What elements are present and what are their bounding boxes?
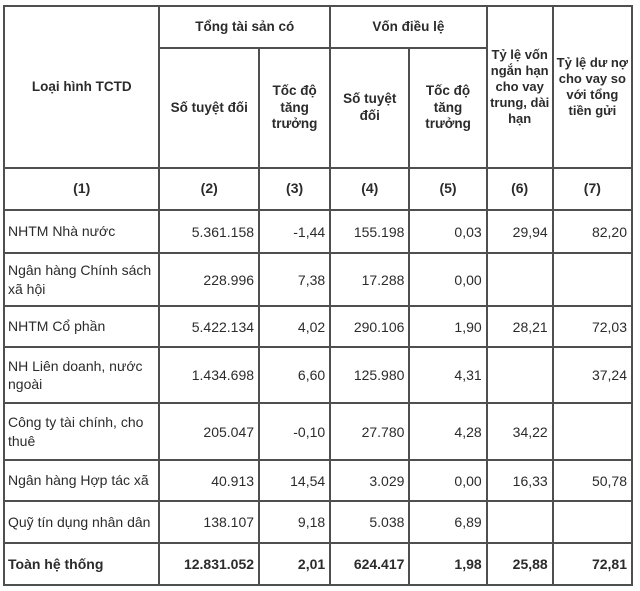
cell-value: 155.198 (330, 210, 409, 253)
column-number-row (4, 168, 632, 210)
table-row-ngan-hang-chinh-sach (4, 253, 632, 306)
table-row-cong-ty-tai-chinh (4, 403, 632, 460)
table-row-toan-he-thong (4, 543, 632, 585)
header-ty-le-von-ngan-han: Tỷ lệ vốn ngắn hạn cho vay trung, dài hạn (487, 6, 553, 168)
subheader-toc-do-tang-truong-assets: Tốc độ tăng trưởng (259, 48, 330, 168)
cell-value: 5.038 (330, 501, 409, 543)
cell-value: 290.106 (330, 306, 409, 347)
row-label: NH Liên doanh, nước ngoài (4, 347, 159, 403)
cell-value: 6,89 (409, 501, 486, 543)
group-header-row (4, 6, 632, 48)
cell-value (553, 253, 632, 306)
cell-value: 40.913 (159, 460, 259, 501)
cell-value: 27.780 (330, 403, 409, 460)
column-number-7: (7) (553, 168, 632, 210)
cell-value: -0,10 (259, 403, 330, 460)
column-number-3: (3) (259, 168, 330, 210)
cell-value: 2,01 (259, 543, 330, 585)
corner-header-loai-hinh-tctd: Loại hình TCTD (4, 6, 159, 168)
cell-value (553, 501, 632, 543)
cell-value: 5.361.158 (159, 210, 259, 253)
cell-value: 5.422.134 (159, 306, 259, 347)
cell-value (553, 403, 632, 460)
row-label: NHTM Cổ phần (4, 306, 159, 347)
column-number-6: (6) (487, 168, 553, 210)
cell-value: 0,00 (409, 253, 486, 306)
header-ty-le-du-no: Tỷ lệ dư nợ cho vay so với tổng tiền gửi (553, 6, 632, 168)
subheader-so-tuyet-doi-capital: Số tuyệt đối (330, 48, 409, 168)
cell-value: -1,44 (259, 210, 330, 253)
cell-value: 1.434.698 (159, 347, 259, 403)
cell-value: 3.029 (330, 460, 409, 501)
cell-value: 138.107 (159, 501, 259, 543)
cell-value: 228.996 (159, 253, 259, 306)
table-row-nhtm-co-phan (4, 306, 632, 347)
column-number-1: (1) (4, 168, 159, 210)
row-label: NHTM Nhà nước (4, 210, 159, 253)
row-label: Quỹ tín dụng nhân dân (4, 501, 159, 543)
cell-value: 6,60 (259, 347, 330, 403)
row-label: Ngân hàng Chính sách xã hội (4, 253, 159, 306)
cell-value: 50,78 (553, 460, 632, 501)
column-number-2: (2) (159, 168, 259, 210)
cell-value: 25,88 (487, 543, 553, 585)
cell-value: 82,20 (553, 210, 632, 253)
cell-value: 205.047 (159, 403, 259, 460)
cell-value: 37,24 (553, 347, 632, 403)
column-number-5: (5) (409, 168, 486, 210)
column-number-4: (4) (330, 168, 409, 210)
cell-value: 7,38 (259, 253, 330, 306)
cell-value: 29,94 (487, 210, 553, 253)
table-row-nhtm-nha-nuoc (4, 210, 632, 253)
table-row-nh-lien-doanh (4, 347, 632, 403)
cell-value: 125.980 (330, 347, 409, 403)
cell-value: 9,18 (259, 501, 330, 543)
cell-value: 34,22 (487, 403, 553, 460)
cell-value: 0,00 (409, 460, 486, 501)
cell-value: 4,31 (409, 347, 486, 403)
cell-value: 72,03 (553, 306, 632, 347)
cell-value: 12.831.052 (159, 543, 259, 585)
cell-value: 624.417 (330, 543, 409, 585)
table-row-ngan-hang-hop-tac-xa (4, 460, 632, 501)
row-label: Công ty tài chính, cho thuê (4, 403, 159, 460)
row-label: Toàn hệ thống (4, 543, 159, 585)
table-row-quy-tin-dung (4, 501, 632, 543)
cell-value: 4,02 (259, 306, 330, 347)
cell-value: 16,33 (487, 460, 553, 501)
cell-value: 28,21 (487, 306, 553, 347)
row-label: Ngân hàng Hợp tác xã (4, 460, 159, 501)
cell-value: 1,90 (409, 306, 486, 347)
cell-value: 17.288 (330, 253, 409, 306)
group-header-tong-tai-san-co: Tổng tài sản có (159, 6, 330, 48)
cell-value: 4,28 (409, 403, 486, 460)
cell-value: 1,98 (409, 543, 486, 585)
cell-value: 14,54 (259, 460, 330, 501)
cell-value (487, 253, 553, 306)
cell-value (487, 347, 553, 403)
subheader-so-tuyet-doi-assets: Số tuyệt đối (159, 48, 259, 168)
subheader-toc-do-tang-truong-capital: Tốc độ tăng trưởng (409, 48, 486, 168)
tctd-statistics-table (3, 5, 633, 586)
group-header-von-dieu-le: Vốn điều lệ (330, 6, 486, 48)
cell-value: 0,03 (409, 210, 486, 253)
cell-value (487, 501, 553, 543)
cell-value: 72,81 (553, 543, 632, 585)
